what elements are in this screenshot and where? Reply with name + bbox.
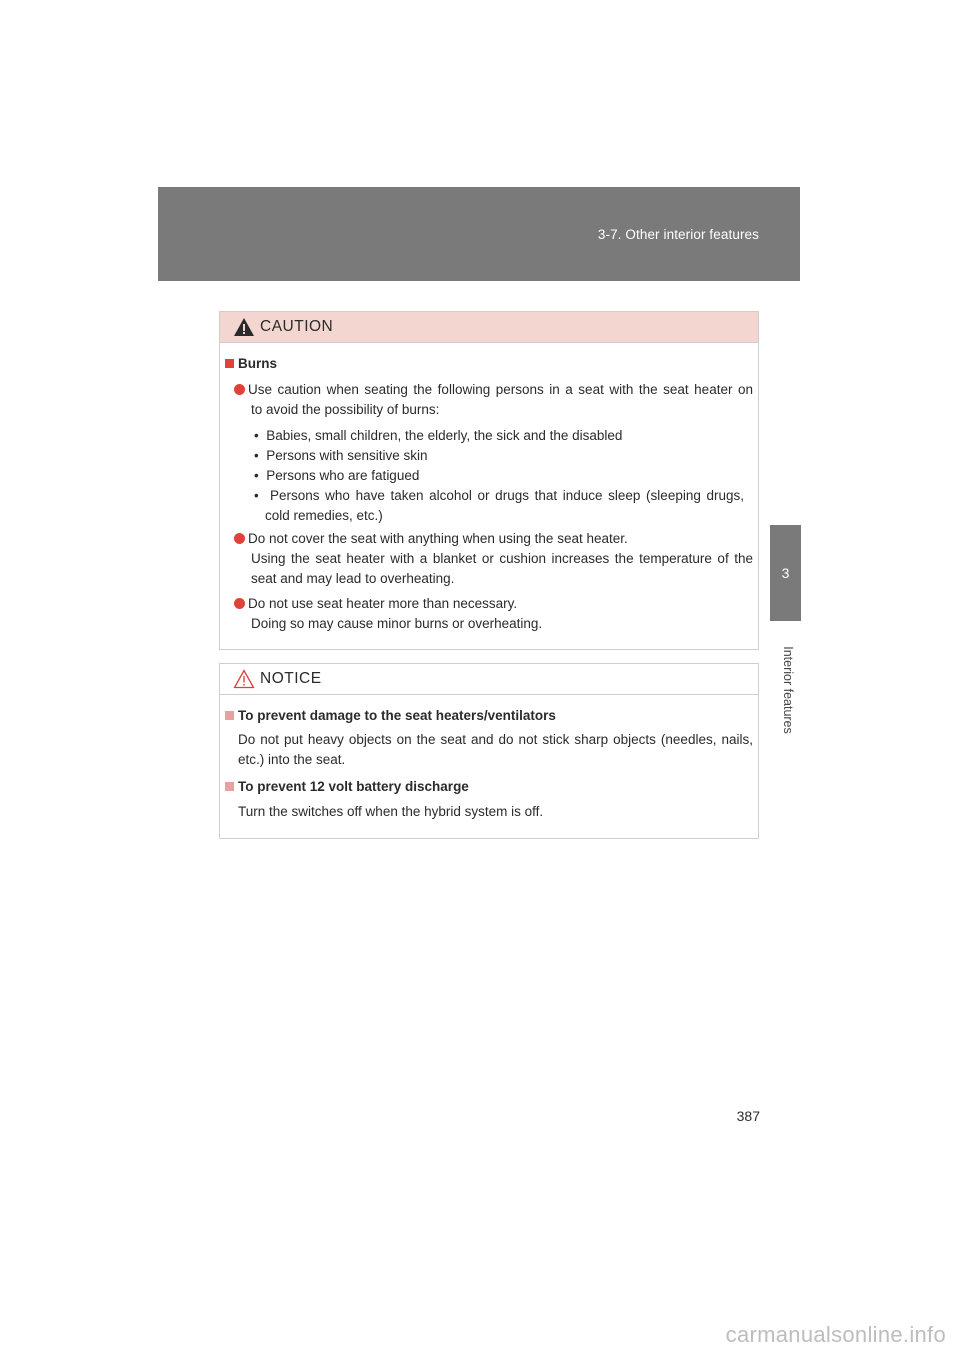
caution-bullet [254, 486, 744, 506]
notice-section-title [225, 706, 556, 726]
square-bullet-icon [225, 711, 234, 720]
bullet-text: Persons who are fatigued [266, 468, 420, 483]
caution-subhead [225, 354, 277, 374]
caution-item-text: Use caution when seating the following persons in a seat with the seat heater on [248, 382, 753, 397]
caution-bullet [254, 446, 428, 466]
notice-section-title-text: To prevent damage to the seat heaters/ventilators [238, 708, 556, 723]
caution-item-text: Do not use seat heater more than necessary. [248, 596, 518, 611]
header-band [158, 187, 800, 281]
caution-bullet [254, 466, 419, 486]
round-bullet-icon [234, 598, 245, 609]
caution-item-text: Do not cover the seat with anything when using the seat heater. [248, 531, 628, 546]
caution-header [220, 312, 758, 343]
notice-header [220, 664, 758, 695]
caution-subhead-text: Burns [238, 356, 278, 371]
bullet-mark: • [254, 448, 259, 463]
notice-section-title-text: To prevent 12 volt battery discharge [238, 779, 469, 794]
round-bullet-icon [234, 533, 245, 544]
bullet-text: Babies, small children, the elderly, the sick and the disabled [266, 428, 623, 443]
chapter-label: Interior features [781, 646, 795, 734]
watermark: carmanualsonline.info [725, 1322, 946, 1347]
notice-box [219, 663, 759, 839]
caution-item-3-line1 [234, 594, 517, 614]
notice-section-1-line2: etc.) into the seat. [238, 752, 346, 767]
section-title: 3-7. Other interior features [597, 227, 759, 242]
caution-bullet [254, 426, 622, 446]
caution-item-2-line2: Using the seat heater with a blanket or cushion increases the temperature of the [251, 551, 753, 566]
caution-box [219, 311, 759, 650]
chapter-tab [770, 525, 801, 621]
page-number: 387 [736, 1108, 760, 1124]
caution-item-1-line1 [234, 380, 753, 400]
caution-item-2-line3: seat and may lead to overheating. [251, 571, 455, 586]
caution-heading: CAUTION [260, 318, 334, 335]
bullet-mark: • [254, 468, 259, 483]
square-bullet-icon [225, 782, 234, 791]
round-bullet-icon [234, 384, 245, 395]
warning-icon [233, 317, 255, 337]
chapter-number: 3 [781, 565, 790, 581]
caution-item-2-line1 [234, 529, 628, 549]
bullet-text: Persons who have taken alcohol or drugs that induce sleep (sleeping drugs, [270, 488, 744, 503]
bullet-text: Persons with sensitive skin [266, 448, 428, 463]
notice-section-title [225, 777, 469, 797]
square-bullet-icon [225, 359, 234, 368]
notice-heading: NOTICE [260, 670, 322, 687]
notice-section-1-line1: Do not put heavy objects on the seat and do not stick sharp objects (needles, nails, [238, 732, 753, 747]
caution-item-1-line2: to avoid the possibility of burns: [251, 402, 440, 417]
warning-outline-icon [233, 669, 255, 689]
caution-bullet-cont: cold remedies, etc.) [265, 508, 383, 523]
notice-section-2-line1: Turn the switches off when the hybrid system is off. [238, 804, 544, 819]
caution-item-3-line2: Doing so may cause minor burns or overheating. [251, 616, 543, 631]
bullet-mark: • [254, 488, 259, 503]
bullet-mark: • [254, 428, 259, 443]
